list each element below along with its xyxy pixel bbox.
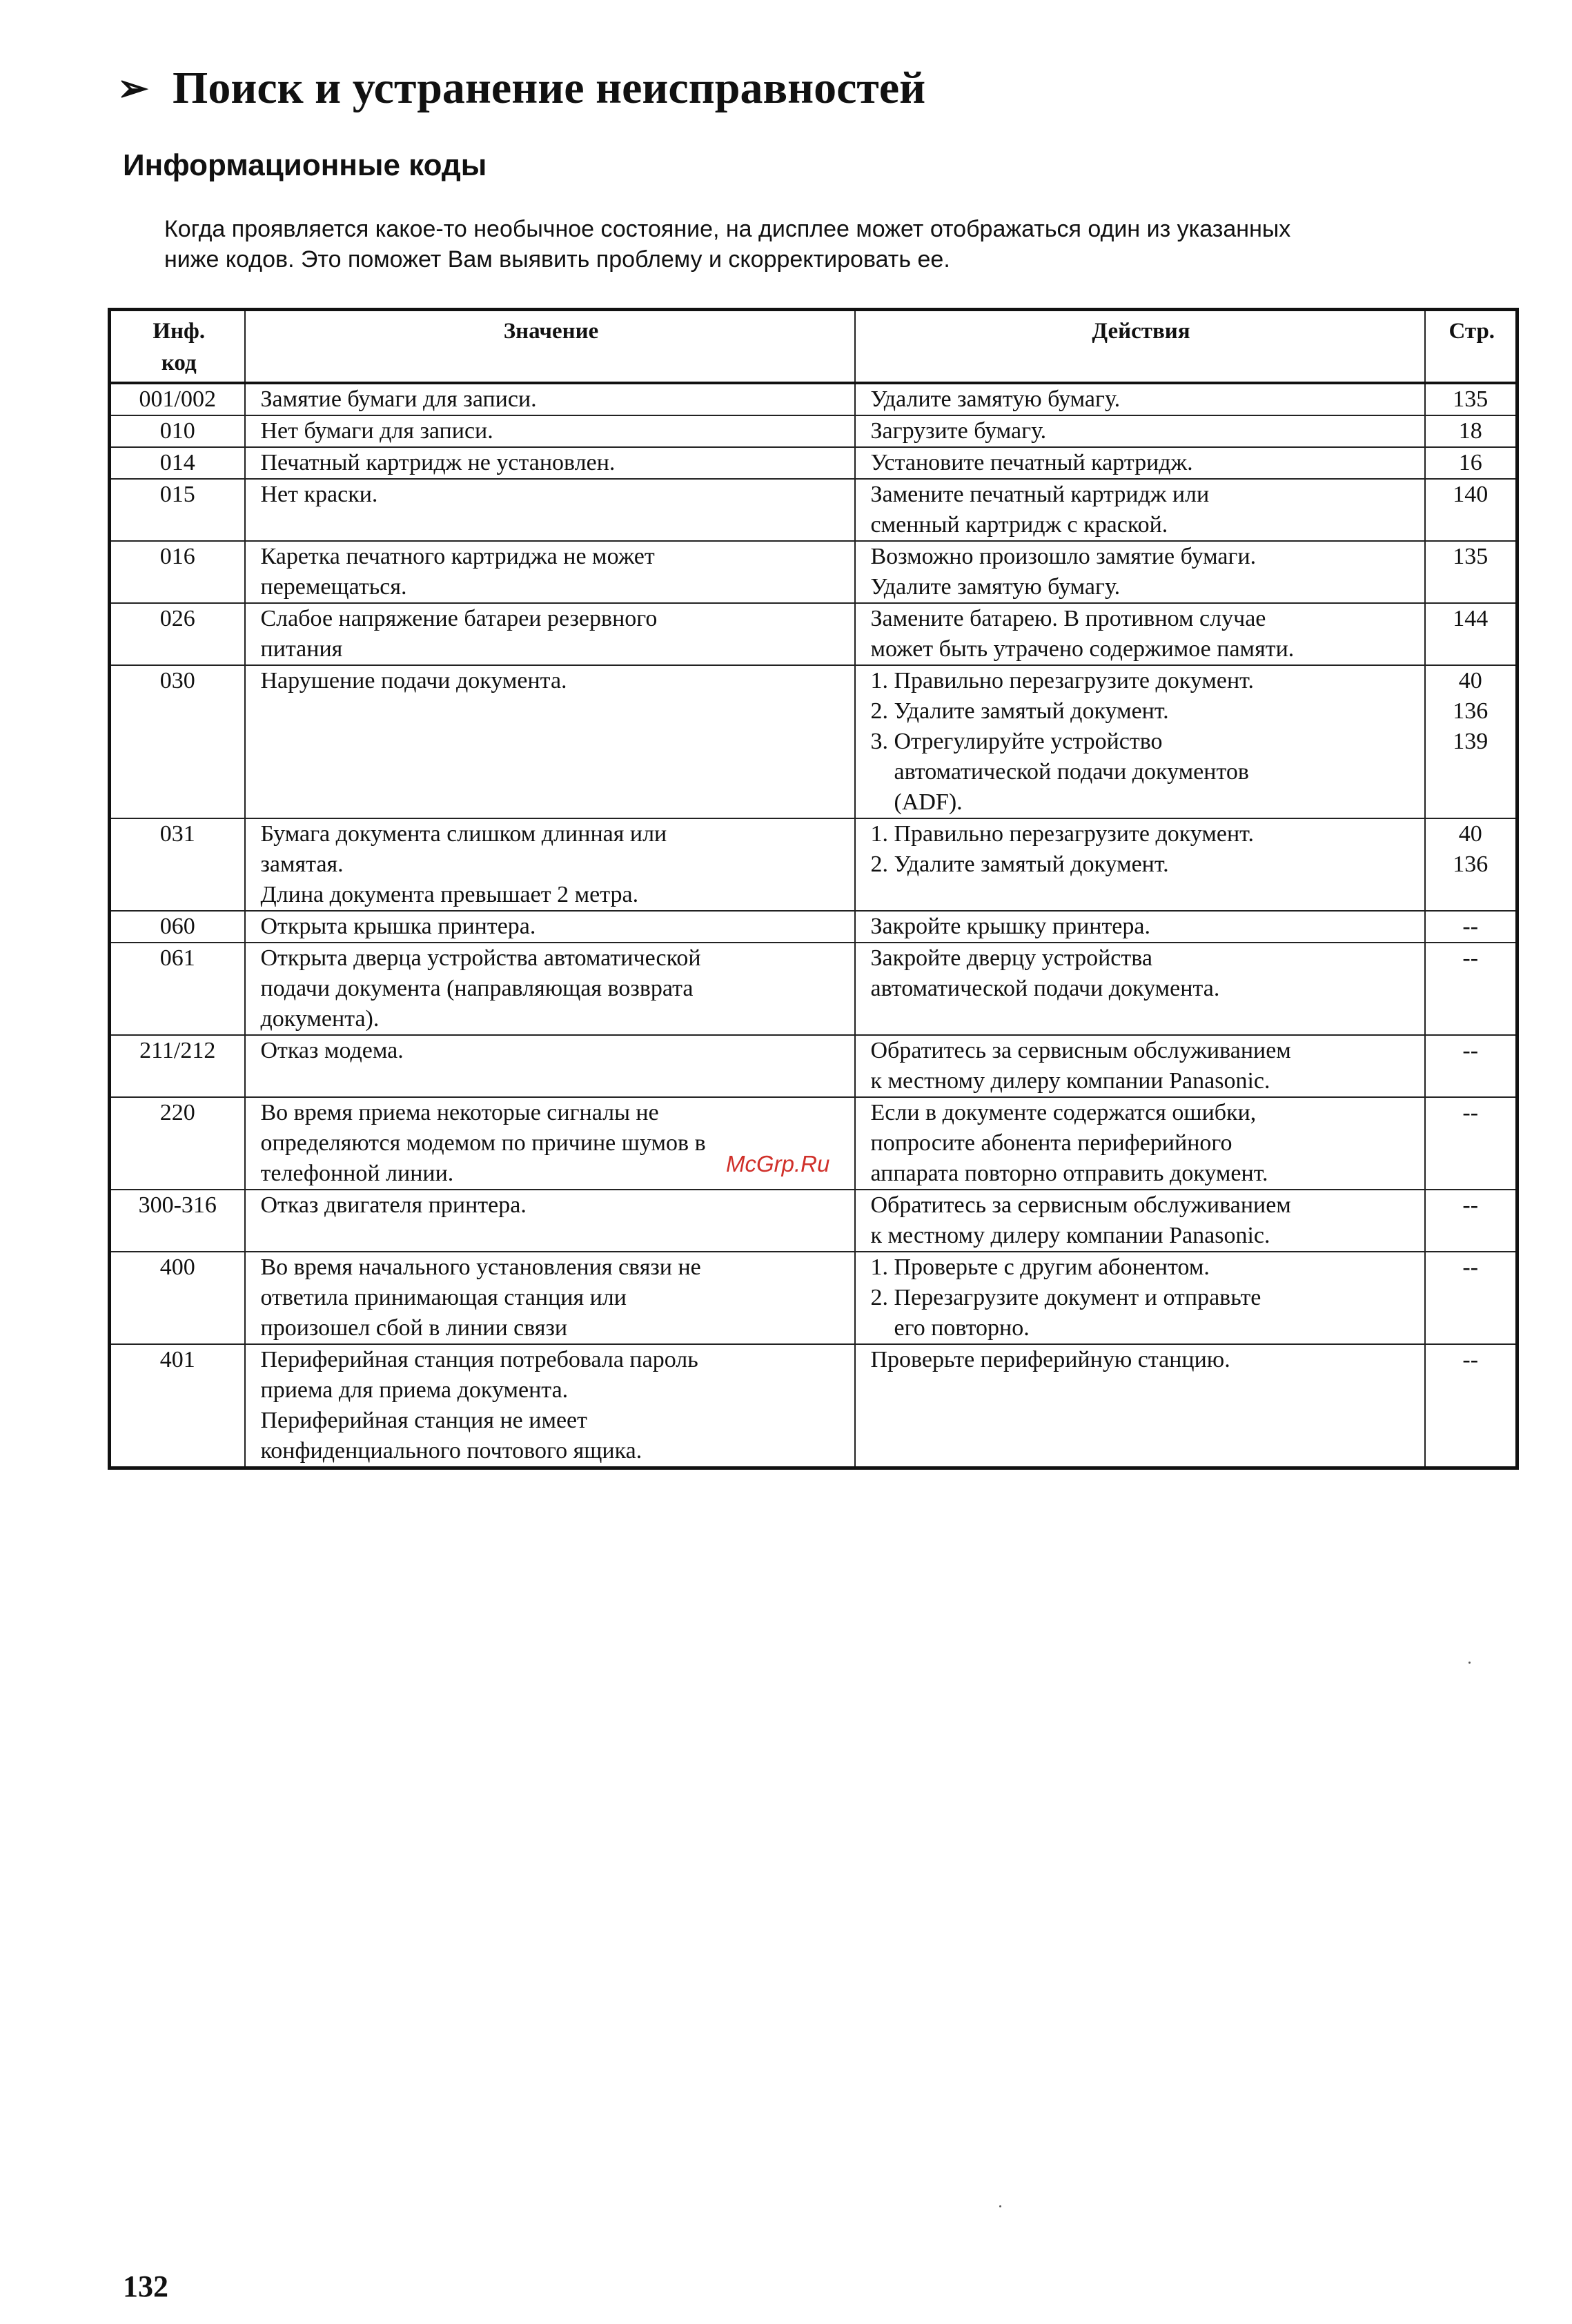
- meaning-cell: [245, 447, 855, 479]
- action-cell-line: Закройте крышку принтера.: [870, 914, 1150, 939]
- page-cell-line: --: [1462, 1347, 1479, 1372]
- page-cell-line: 135: [1453, 544, 1489, 569]
- meaning-cell: [245, 1190, 855, 1252]
- action-cell-line: (ADF).: [894, 789, 963, 815]
- meaning-cell: [245, 911, 855, 943]
- action-cell-line: может быть утрачено содержимое памяти.: [870, 636, 1295, 662]
- action-cell-line: 2. Перезагрузите документ и отправьте: [870, 1285, 1261, 1310]
- page-cell: [1425, 1252, 1517, 1344]
- action-cell-line: Обратитесь за сервисным обслуживанием: [870, 1192, 1291, 1218]
- intro-line: Когда проявляется какое-то необычное состояние, на дисплее может отображаться один из указанных: [164, 216, 1291, 242]
- meaning-cell: [245, 1344, 855, 1468]
- page-cell: [1425, 1190, 1517, 1252]
- page-cell: [1425, 541, 1517, 603]
- meaning-cell-line: Открыта дверца устройства автоматической: [260, 945, 701, 971]
- table-row: [110, 447, 1517, 479]
- action-cell-line: Замените батарею. В противном случае: [870, 606, 1266, 631]
- table-row: [110, 603, 1517, 665]
- action-cell-line: Замените печатный картридж или: [870, 482, 1210, 507]
- page-cell: [1425, 447, 1517, 479]
- page-cell-line: --: [1462, 945, 1479, 971]
- code-cell: 031: [110, 818, 245, 911]
- meaning-cell: [245, 541, 855, 603]
- meaning-cell-line: Нарушение подачи документа.: [260, 668, 567, 693]
- meaning-cell-line: Нет краски.: [260, 482, 378, 507]
- action-cell-line: Проверьте периферийную станцию.: [870, 1347, 1230, 1372]
- page-cell: [1425, 818, 1517, 911]
- meaning-cell-line: подачи документа (направляющая возврата: [260, 976, 694, 1001]
- code-cell: 060: [110, 911, 245, 943]
- action-cell: [855, 943, 1425, 1035]
- action-cell: [855, 1035, 1425, 1097]
- table-row: [110, 1035, 1517, 1097]
- action-cell-line: Загрузите бумагу.: [870, 418, 1047, 444]
- page-number: 132: [123, 2269, 168, 2303]
- meaning-cell-line: Отказ модема.: [260, 1038, 404, 1063]
- action-cell: [855, 415, 1425, 447]
- meaning-cell-line: Печатный картридж не установлен.: [260, 450, 616, 475]
- meaning-cell-line: Периферийная станция потребовала пароль: [260, 1347, 698, 1372]
- action-cell-line: Закройте дверцу устройства: [870, 945, 1152, 971]
- meaning-cell-line: Открыта крышка принтера.: [260, 914, 536, 939]
- meaning-cell-line: определяются модемом по причине шумов в: [260, 1130, 706, 1156]
- code-cell: 016: [110, 541, 245, 603]
- page-cell-line: 16: [1458, 450, 1482, 475]
- action-cell-line: 1. Проверьте с другим абонентом.: [870, 1254, 1210, 1280]
- meaning-cell-line: Замятие бумаги для записи.: [260, 386, 537, 412]
- page-cell: [1425, 911, 1517, 943]
- meaning-cell: [245, 818, 855, 911]
- code-cell: 001/002: [110, 383, 245, 415]
- action-cell-line: Удалите замятую бумагу.: [870, 574, 1121, 600]
- table-row: [110, 479, 1517, 541]
- table-row: [110, 1344, 1517, 1468]
- code-cell: 015: [110, 479, 245, 541]
- action-cell: [855, 1344, 1425, 1468]
- action-cell-line: 2. Удалите замятый документ.: [870, 851, 1169, 877]
- page-title: [117, 61, 925, 116]
- meaning-cell-line: Каретка печатного картриджа не может: [260, 544, 655, 569]
- action-cell-line: Обратитесь за сервисным обслуживанием: [870, 1038, 1291, 1063]
- table-row: [110, 943, 1517, 1035]
- meaning-cell-line: Периферийная станция не имеет: [260, 1408, 587, 1433]
- action-cell: [855, 1190, 1425, 1252]
- action-cell-line: Установите печатный картридж.: [870, 450, 1193, 475]
- action-cell-line: 2. Удалите замятый документ.: [870, 698, 1169, 724]
- meaning-cell: [245, 603, 855, 665]
- code-cell: 010: [110, 415, 245, 447]
- meaning-cell-line: документа).: [260, 1006, 380, 1032]
- meaning-cell: [245, 415, 855, 447]
- action-cell-line: автоматической подачи документа.: [870, 976, 1220, 1001]
- table-row: [110, 911, 1517, 943]
- page-cell: [1425, 1035, 1517, 1097]
- action-cell: [855, 383, 1425, 415]
- meaning-cell: [245, 943, 855, 1035]
- page-cell-line: 135: [1453, 386, 1489, 412]
- meaning-cell: [245, 1035, 855, 1097]
- page-cell-line: --: [1462, 1254, 1479, 1280]
- action-cell: [855, 1097, 1425, 1190]
- page-cell: [1425, 1097, 1517, 1190]
- page-cell-line: --: [1462, 1100, 1479, 1125]
- page-cell: [1425, 1344, 1517, 1468]
- table-header-row: [110, 310, 1517, 384]
- intro-line: ниже кодов. Это поможет Вам выявить проблему и скорректировать ее.: [164, 246, 950, 273]
- page-cell: [1425, 383, 1517, 415]
- meaning-cell-line: произошел сбой в линии связи: [260, 1315, 568, 1341]
- meaning-cell-line: перемещаться.: [260, 574, 407, 600]
- info-codes-table: [108, 308, 1519, 1470]
- section-title: Информационные коды: [123, 148, 487, 182]
- meaning-cell-line: конфиденциального почтового ящика.: [260, 1438, 642, 1464]
- action-cell-line: аппарата повторно отправить документ.: [870, 1161, 1268, 1186]
- action-cell: [855, 911, 1425, 943]
- meaning-cell-line: Отказ двигателя принтера.: [260, 1192, 527, 1218]
- code-cell: 014: [110, 447, 245, 479]
- page-cell-line: --: [1462, 1192, 1479, 1218]
- action-cell-line: Возможно произошло замятие бумаги.: [870, 544, 1257, 569]
- code-cell: 400: [110, 1252, 245, 1344]
- page-cell-line: 144: [1453, 606, 1489, 631]
- action-cell: [855, 603, 1425, 665]
- header-meaning: Значение: [245, 310, 855, 384]
- meaning-cell: [245, 1252, 855, 1344]
- action-cell-line: Удалите замятую бумагу.: [870, 386, 1121, 412]
- action-cell-line: к местному дилеру компании Panasonic.: [870, 1223, 1270, 1248]
- action-cell-line: к местному дилеру компании Panasonic.: [870, 1068, 1270, 1094]
- page-cell: [1425, 665, 1517, 818]
- table-row: [110, 665, 1517, 818]
- page-cell-line: --: [1462, 914, 1479, 939]
- page-cell-line: 40: [1458, 821, 1482, 847]
- table-row: [110, 1190, 1517, 1252]
- page-cell: [1425, 415, 1517, 447]
- code-cell: 300-316: [110, 1190, 245, 1252]
- page-title-text: Поиск и устранение неисправностей: [173, 63, 926, 113]
- page-cell: [1425, 943, 1517, 1035]
- meaning-cell-line: ответила принимающая станция или: [260, 1285, 627, 1310]
- action-cell: [855, 665, 1425, 818]
- page-cell: [1425, 603, 1517, 665]
- action-cell: [855, 1252, 1425, 1344]
- code-cell: 220: [110, 1097, 245, 1190]
- page-cell-line: 136: [1453, 851, 1489, 877]
- header-code: Инф. код: [110, 310, 245, 384]
- page-cell: [1425, 479, 1517, 541]
- meaning-cell-line: Во время начального установления связи не: [260, 1254, 701, 1280]
- page-cell-line: 140: [1453, 482, 1489, 507]
- scan-dot: [1468, 1662, 1471, 1664]
- page-cell-line: 40: [1458, 668, 1482, 693]
- table-row: [110, 541, 1517, 603]
- code-cell: 401: [110, 1344, 245, 1468]
- meaning-cell-line: Длина документа превышает 2 метра.: [260, 882, 639, 907]
- watermark: McGrp.Ru: [726, 1151, 830, 1176]
- action-cell: [855, 447, 1425, 479]
- action-cell: [855, 479, 1425, 541]
- meaning-cell-line: телефонной линии.: [260, 1161, 454, 1186]
- page-cell-line: --: [1462, 1038, 1479, 1063]
- meaning-cell-line: Во время приема некоторые сигналы не: [260, 1100, 659, 1125]
- meaning-cell: [245, 479, 855, 541]
- meaning-cell-line: питания: [260, 636, 343, 662]
- meaning-cell: [245, 665, 855, 818]
- table-body: [110, 383, 1517, 1468]
- header-action: Действия: [855, 310, 1425, 384]
- meaning-cell-line: Бумага документа слишком длинная или: [260, 821, 667, 847]
- action-cell-line: его повторно.: [894, 1315, 1030, 1341]
- meaning-cell-line: приема для приема документа.: [260, 1377, 569, 1403]
- meaning-cell: [245, 383, 855, 415]
- table-row: [110, 415, 1517, 447]
- arrow-bullet-icon: ➢: [117, 68, 149, 109]
- meaning-cell-line: Слабое напряжение батареи резервного: [260, 606, 658, 631]
- table-row: [110, 1252, 1517, 1344]
- intro-paragraph: [164, 214, 1475, 275]
- page-cell-line: 136: [1453, 698, 1489, 724]
- header-page: Стр.: [1425, 310, 1517, 384]
- scan-dot: [999, 2205, 1001, 2207]
- action-cell-line: 3. Отрегулируйте устройство: [870, 729, 1163, 754]
- meaning-cell-line: замятая.: [260, 851, 344, 877]
- action-cell: [855, 818, 1425, 911]
- table-row: [110, 383, 1517, 415]
- action-cell-line: автоматической подачи документов: [894, 759, 1249, 785]
- action-cell-line: 1. Правильно перезагрузите документ.: [870, 821, 1254, 847]
- action-cell-line: сменный картридж с краской.: [870, 512, 1168, 538]
- action-cell-line: попросите абонента периферийного: [870, 1130, 1232, 1156]
- code-cell: 030: [110, 665, 245, 818]
- action-cell: [855, 541, 1425, 603]
- action-cell-line: 1. Правильно перезагрузите документ.: [870, 668, 1254, 693]
- action-cell-line: Если в документе содержатся ошибки,: [870, 1100, 1257, 1125]
- table-row: [110, 818, 1517, 911]
- page-cell-line: 139: [1453, 729, 1489, 754]
- code-cell: 211/212: [110, 1035, 245, 1097]
- code-cell: 061: [110, 943, 245, 1035]
- code-cell: 026: [110, 603, 245, 665]
- meaning-cell-line: Нет бумаги для записи.: [260, 418, 493, 444]
- page-cell-line: 18: [1458, 418, 1482, 444]
